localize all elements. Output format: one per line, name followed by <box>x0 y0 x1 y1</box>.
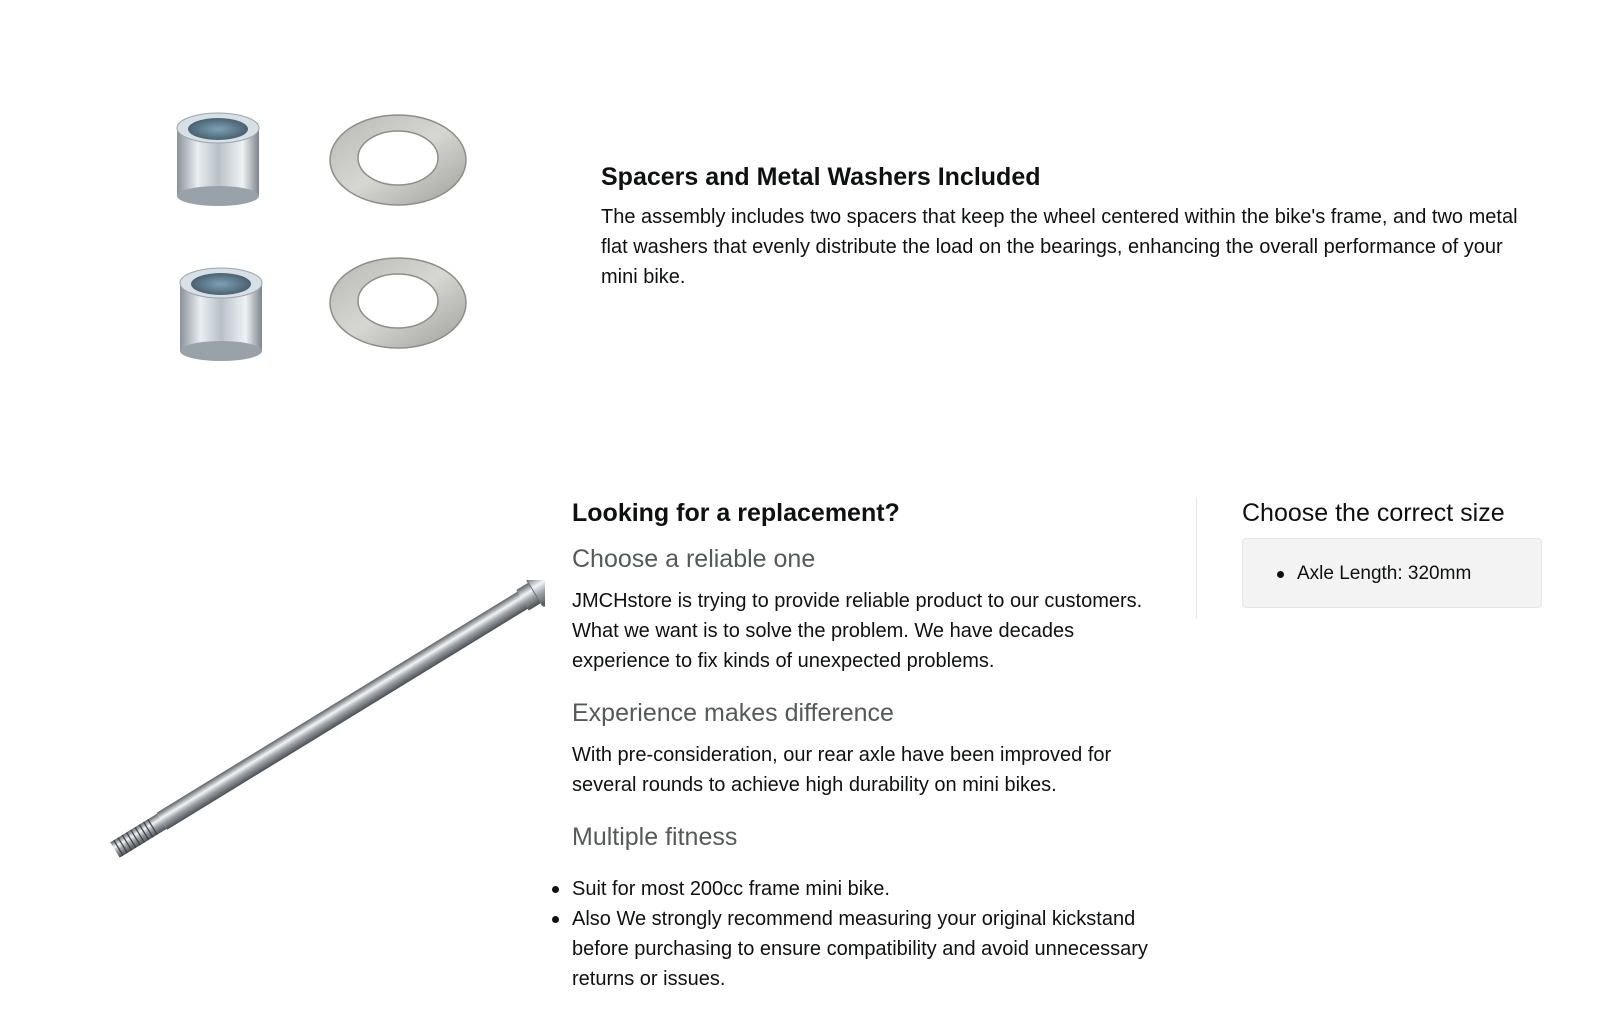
experience-heading: Experience makes difference <box>572 699 894 727</box>
spacers-title: Spacers and Metal Washers Included <box>601 163 1041 191</box>
column-divider <box>1196 498 1197 618</box>
experience-text: With pre-consideration, our rear axle have been improved for several rounds to achieve high durability on mini bikes. <box>572 744 1112 796</box>
spacers-description: The assembly includes two spacers that keep the wheel centered within the bike's frame, and two metal flat washers that evenly distribute the load on the bearings, enhancing the overall performance of your mini bike. <box>601 206 1518 288</box>
list-item: Also We strongly recommend measuring your original kickstand before purchasing to ensure compatibility and avoid unnecessary returns or issues. <box>572 904 1172 994</box>
fitness-heading: Multiple fitness <box>572 823 738 851</box>
size-item: Axle Length: 320mm <box>1297 561 1541 587</box>
spacer-1 <box>177 113 259 206</box>
rear-axle-image <box>85 580 545 880</box>
washer-1 <box>330 115 466 205</box>
size-title: Choose the correct size <box>1242 499 1505 527</box>
size-panel <box>1242 496 1542 608</box>
reliable-heading: Choose a reliable one <box>572 545 816 573</box>
fitness-list <box>572 874 1172 994</box>
spacers-and-washers-image <box>160 100 490 380</box>
spacers-section <box>601 160 1541 292</box>
washer-2 <box>330 258 466 348</box>
replacement-section <box>572 496 1172 994</box>
replacement-title: Looking for a replacement? <box>572 499 900 527</box>
size-box <box>1242 538 1542 608</box>
list-item: Suit for most 200cc frame mini bike. <box>572 874 1172 904</box>
reliable-text: JMCHstore is trying to provide reliable product to our customers. What we want is to solve the problem. We have decades experience to fix kinds of unexpected problems. <box>572 590 1143 672</box>
spacer-2 <box>180 268 262 361</box>
